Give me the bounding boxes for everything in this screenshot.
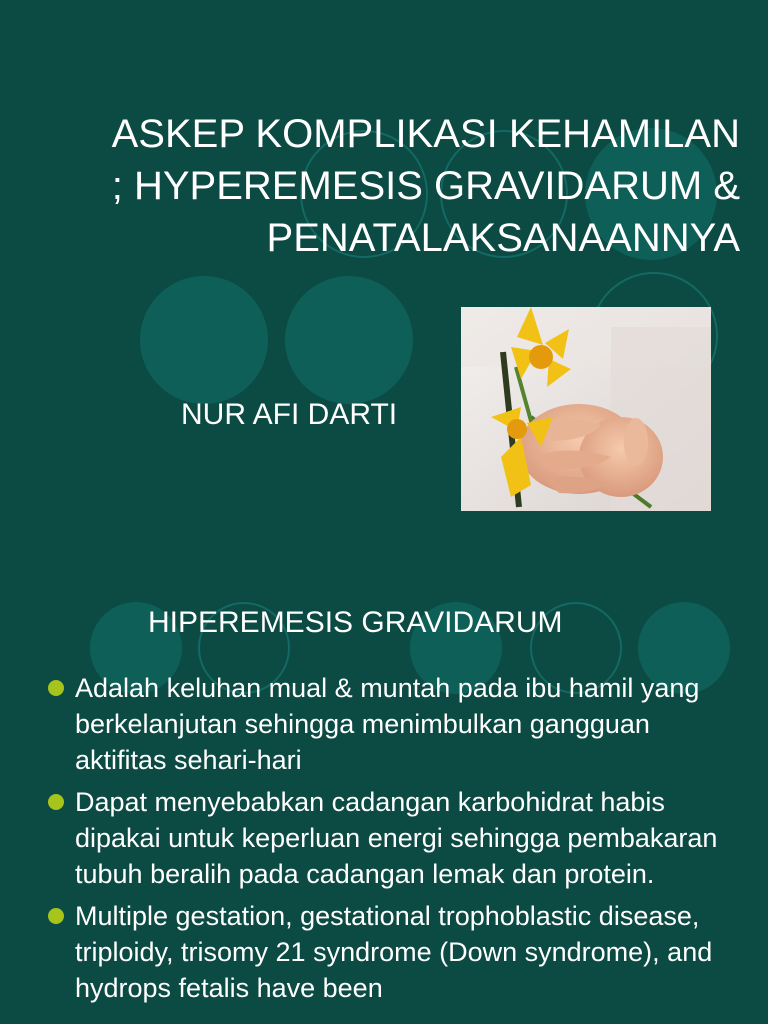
- section-heading: HIPEREMESIS GRAVIDARUM: [148, 606, 563, 639]
- list-item: [0, 670, 768, 778]
- list-item: [0, 784, 768, 892]
- slide-title: [40, 108, 740, 264]
- bullet-dot-icon: [48, 908, 64, 924]
- bullet-text: Adalah keluhan mual & muntah pada ibu hamil yang berkelanjutan sehingga menimbulkan gangguan aktifitas sehari-hari: [75, 673, 700, 775]
- bullet-dot-icon: [48, 794, 64, 810]
- title-line: PENATALAKSANAANNYA: [266, 216, 740, 260]
- bullet-text: Dapat menyebabkan cadangan karbohidrat habis dipakai untuk keperluan energi sehingga pembakaran tubuh beralih pada cadangan lemak dan protein.: [75, 787, 718, 889]
- decorative-circle: [140, 276, 268, 404]
- title-line: ; HYPEREMESIS GRAVIDARUM &: [111, 164, 740, 208]
- flower-in-hands-photo: [461, 307, 711, 511]
- author-name: NUR AFI DARTI: [181, 398, 398, 431]
- list-item: [0, 898, 768, 1006]
- decorative-circle: [285, 276, 413, 404]
- bullet-list: [0, 670, 768, 1012]
- bullet-text: Multiple gestation, gestational trophoblastic disease, triploidy, trisomy 21 syndrome (Down syndrome), and hydrops fetalis have been: [75, 901, 713, 1003]
- bullet-dot-icon: [48, 680, 64, 696]
- title-line: ASKEP KOMPLIKASI KEHAMILAN: [111, 112, 740, 156]
